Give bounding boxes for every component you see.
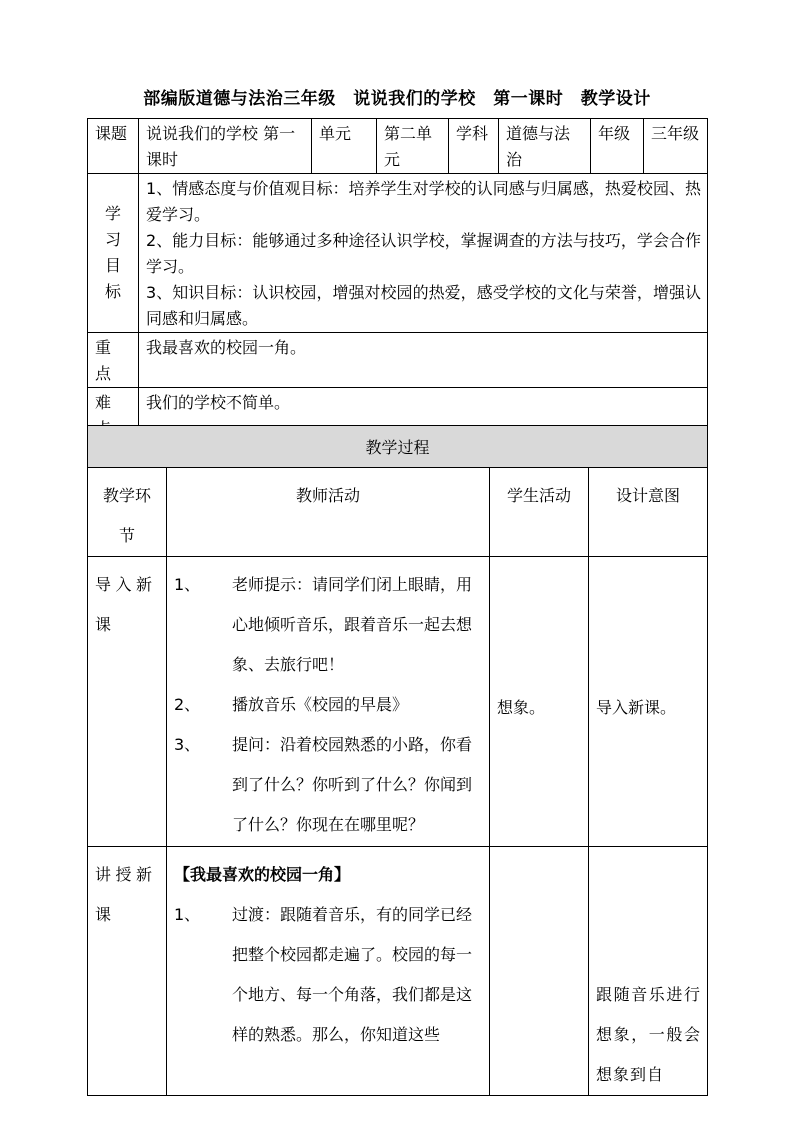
goals-list <box>139 174 707 332</box>
stage-lecture: 讲授新课 <box>95 865 156 924</box>
column-stage: 教学环节 <box>102 486 151 545</box>
teacher-activity-lecture <box>167 847 489 1055</box>
goal-item: 2、能力目标：能够通过多种途径认识学校，掌握调查的方法与技巧，学会合作学习。 <box>146 231 701 276</box>
list-item-number: 1、 <box>174 575 201 594</box>
column-intent: 设计意图 <box>616 486 681 505</box>
difficulty-value: 我们的学校不简单。 <box>146 393 291 412</box>
design-intent-lecture: 跟随音乐进行想象，一般会想象到自 <box>596 985 702 1084</box>
goals-label: 学习目标 <box>104 204 121 301</box>
key-point-label: 重点 <box>95 338 112 383</box>
lesson-info-table <box>87 118 708 443</box>
process-heading-row <box>88 426 708 468</box>
student-activity-intro: 想象。 <box>497 697 546 717</box>
subject-label: 学科 <box>456 124 489 143</box>
key-point-value: 我最喜欢的校园一角。 <box>146 338 307 357</box>
grade-value: 三年级 <box>651 124 700 143</box>
process-row-lecture <box>88 847 708 1096</box>
column-student: 学生活动 <box>506 486 571 505</box>
topic-value: 说说我们的学校 第一课时 <box>146 124 296 169</box>
key-point-row <box>88 333 708 388</box>
unit-value: 第二单元 <box>384 124 433 169</box>
design-intent-intro: 导入新课。 <box>596 697 677 717</box>
process-row-intro <box>88 557 708 847</box>
info-row <box>88 119 708 174</box>
topic-label: 课题 <box>95 124 128 143</box>
column-teacher: 教师活动 <box>295 486 360 505</box>
stage-intro: 导入新课 <box>95 575 156 634</box>
list-item-number: 3、 <box>174 735 201 754</box>
list-item-text: 提问：沿着校园熟悉的小路，你看到了什么？你听到了什么？你闻到了什么？你现在在哪里呢？ <box>232 735 473 834</box>
list-item <box>174 895 483 1055</box>
process-columns-row <box>88 468 708 557</box>
list-item-text: 老师提示：请同学们闭上眼睛，用心地倾听音乐，跟着音乐一起去想象、去旅行吧！ <box>232 575 473 674</box>
grade-label: 年级 <box>598 124 631 143</box>
list-item <box>174 685 483 725</box>
goal-item: 3、知识目标：认识校园，增强对校园的热爱，感受学校的文化与荣誉，增强认同感和归属感。 <box>146 283 701 328</box>
teacher-activity-intro <box>167 557 489 845</box>
subject-value: 道德与法治 <box>506 124 571 169</box>
difficulty-label: 难 <box>95 393 112 412</box>
section-heading: 【我最喜欢的校园一角】 <box>174 865 351 884</box>
list-item <box>174 565 483 685</box>
student-activity-lecture <box>490 847 588 855</box>
goal-item: 1、情感态度与价值观目标：培养学生对学校的认同感与归属感，热爱校园、热爱学习。 <box>146 179 701 224</box>
teaching-process-table <box>87 425 708 1096</box>
list-item-text: 过渡：跟随着音乐，有的同学已经把整个校园都走遍了。校园的每一个地方、每一个角落，我们都是这样的熟悉。那么，你知道这些 <box>232 905 473 1044</box>
goals-row <box>88 174 708 333</box>
unit-label: 单元 <box>319 124 352 143</box>
process-heading: 教学过程 <box>365 438 430 457</box>
list-item-text: 播放音乐《校园的早晨》 <box>232 695 409 714</box>
list-item-number: 1、 <box>174 905 201 924</box>
list-item-number: 2、 <box>174 695 201 714</box>
list-item <box>174 725 483 845</box>
document-title: 部编版道德与法治三年级 说说我们的学校 第一课时 教学设计 <box>143 89 651 109</box>
